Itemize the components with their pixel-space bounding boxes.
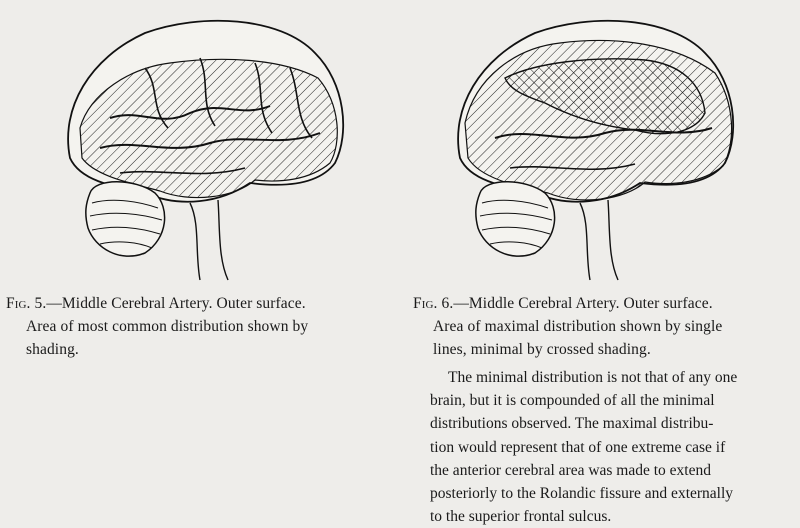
fig5-caption-line1	[6, 292, 391, 315]
fig5-caption-line2: Area of most common distribution shown by	[26, 318, 309, 335]
fig5-caption	[6, 292, 391, 361]
fig6-caption-line1	[413, 292, 798, 315]
fig5-brain-illustration	[50, 8, 370, 283]
fig6-caption-title: —Middle Cerebral Artery. Outer surface.	[453, 295, 713, 312]
fig5-brain-svg	[50, 8, 370, 283]
fig5-caption-title: —Middle Cerebral Artery. Outer surface.	[46, 295, 306, 312]
fig5-cerebellum	[86, 182, 165, 256]
fig6-caption	[413, 292, 798, 361]
fig5-brainstem	[190, 200, 228, 280]
fig6-caption-line2: Area of maximal distribution shown by single	[433, 318, 723, 335]
body-line: distributions observed. The maximal distribu-	[430, 415, 714, 433]
fig6-brain-svg	[440, 8, 760, 283]
fig5-label: Fig. 5.	[6, 295, 47, 312]
body-paragraph	[430, 366, 792, 528]
fig6-cerebellum	[476, 182, 555, 256]
fig6-brainstem	[580, 200, 618, 280]
body-line: brain, but it is compounded of all the minimal	[430, 392, 715, 410]
body-line: to the superior frontal sulcus.	[430, 508, 612, 526]
fig6-caption-line3: lines, minimal by crossed shading.	[433, 341, 651, 358]
fig6-brain-illustration	[440, 8, 760, 283]
body-line: posteriorly to the Rolandic fissure and externally	[430, 485, 734, 503]
body-line: the anterior cerebral area was made to extend	[430, 461, 711, 479]
body-line: The minimal distribution is not that of any one	[448, 369, 738, 386]
fig6-label: Fig. 6.	[413, 295, 454, 312]
body-line: tion would represent that of one extreme case if	[430, 438, 726, 456]
fig5-caption-line3: shading.	[26, 341, 79, 358]
